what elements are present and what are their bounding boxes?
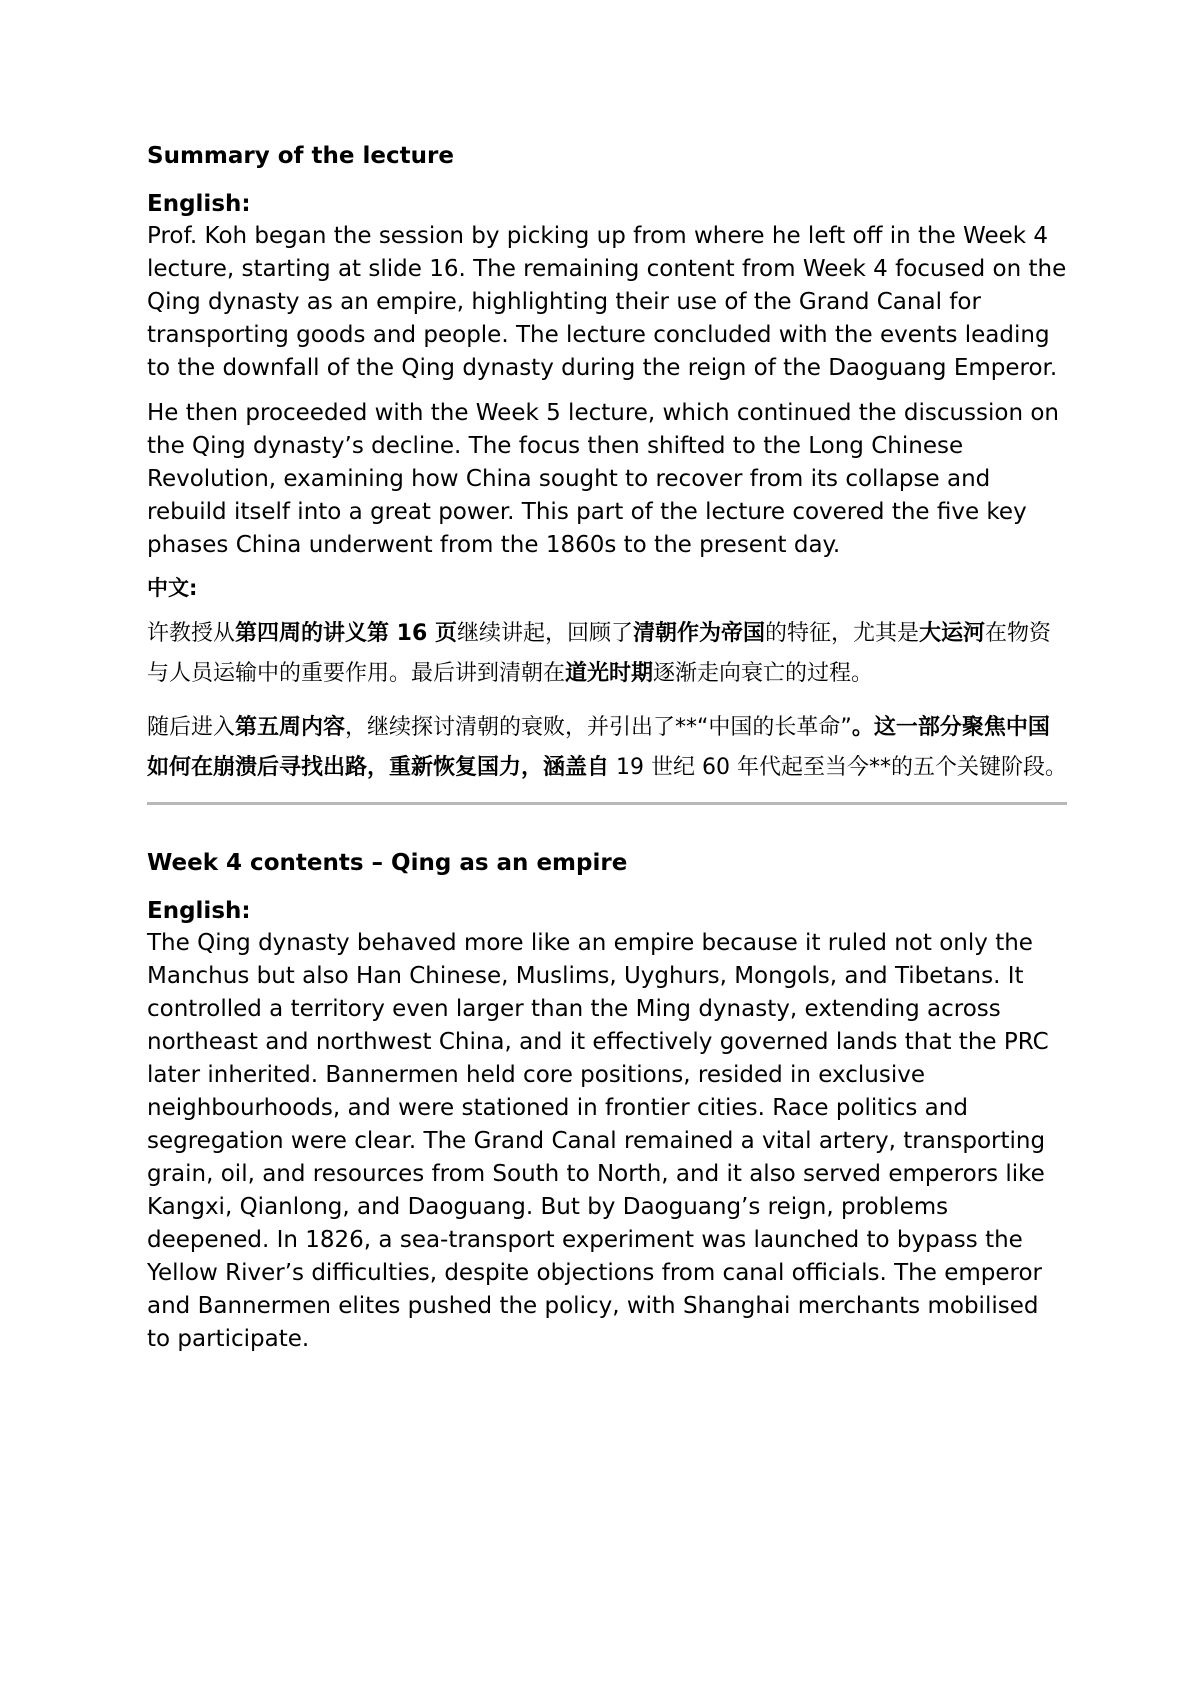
zh1-bold-1: 第四周的讲义第 16 页 xyxy=(235,621,457,646)
zh1-text-1: 许教授从 xyxy=(147,621,236,646)
week4-heading: Week 4 contents – Qing as an empire xyxy=(147,850,628,876)
zh1-text-2: 继续讲起，回顾了 xyxy=(456,621,633,646)
zh1-bold-4: 道光时期 xyxy=(565,661,654,686)
summary-english-paragraph-2: He then proceeded with the Week 5 lecture, which continued the discussion on the Qing dynasty’s decline. The focus then shifted to the Long Chinese Revolution, examining how China sought to recover from its collapse and rebuild itself into a great power. This part of the lecture covered the five key phases China underwent from the 1860s to the present day. xyxy=(147,400,1060,558)
zh2-text-3: 19 世纪 60 年代起至当今**的五个关键阶段。 xyxy=(609,755,1067,780)
summary-chinese-paragraph-1 xyxy=(147,614,1067,694)
english-label: English: xyxy=(147,191,251,217)
zh1-bold-3: 大运河 xyxy=(919,621,986,646)
week4-section xyxy=(147,847,1067,1356)
week4-english-label: English: xyxy=(147,898,251,924)
summary-chinese-paragraph-2 xyxy=(147,708,1067,788)
zh1-text-5: 逐渐走向衰亡的过程。 xyxy=(653,661,874,686)
chinese-label: 中文: xyxy=(147,576,198,600)
zh2-text-2: ，继续探讨清朝的衰败，并引出了**“中国的长革命” xyxy=(345,715,852,740)
summary-english-paragraph-1: Prof. Koh began the session by picking up from where he left off in the Week 4 lecture, starting at slide 16. The remaining content from Week 4 focused on the Qing dynasty as an empire, highlighting their use of the Grand Canal for transporting goods and people. The lecture concluded with the events leading to the downfall of the Qing dynasty during the reign of the Daoguang Emperor. xyxy=(147,223,1067,381)
zh1-text-4: 在物资与人员运输中的重要作用。最后讲到清朝在 xyxy=(147,621,1052,686)
zh1-text-3: 的特征，尤其是 xyxy=(764,621,919,646)
zh2-bold-2: 。这一部分聚焦中国如何在崩溃后寻找出路，重新恢复国力，涵盖自 xyxy=(147,715,1050,780)
horizontal-divider xyxy=(147,802,1067,805)
summary-section xyxy=(147,140,1067,788)
week4-english-paragraph-1: The Qing dynasty behaved more like an empire because it ruled not only the Manchus but also Han Chinese, Muslims, Uyghurs, Mongols, and Tibetans. It controlled a territory even larger than the Ming dynasty, extending across northeast and northwest China, and it effectively governed lands that the PRC later inherited. Bannermen held core positions, resided in exclusive neighbourhoods, and were stationed in frontier cities. Race politics and segregation were clear. The Grand Canal remained a vital artery, transporting grain, oil, and resources from South to North, and it also served emperors like Kangxi, Qianlong, and Daoguang. But by Daoguang’s reign, problems deepened. In 1826, a sea-transport experiment was launched to bypass the Yellow River’s difficulties, despite objections from canal officials. The emperor and Bannermen elites pushed the policy, with Shanghai merchants mobilised to participate. xyxy=(147,930,1049,1352)
zh2-text-1: 随后进入 xyxy=(147,715,236,740)
zh1-bold-2: 清朝作为帝国 xyxy=(632,621,765,646)
zh2-bold-1: 第五周内容 xyxy=(235,715,346,740)
summary-heading: Summary of the lecture xyxy=(147,143,454,169)
document-page xyxy=(147,140,1067,1368)
